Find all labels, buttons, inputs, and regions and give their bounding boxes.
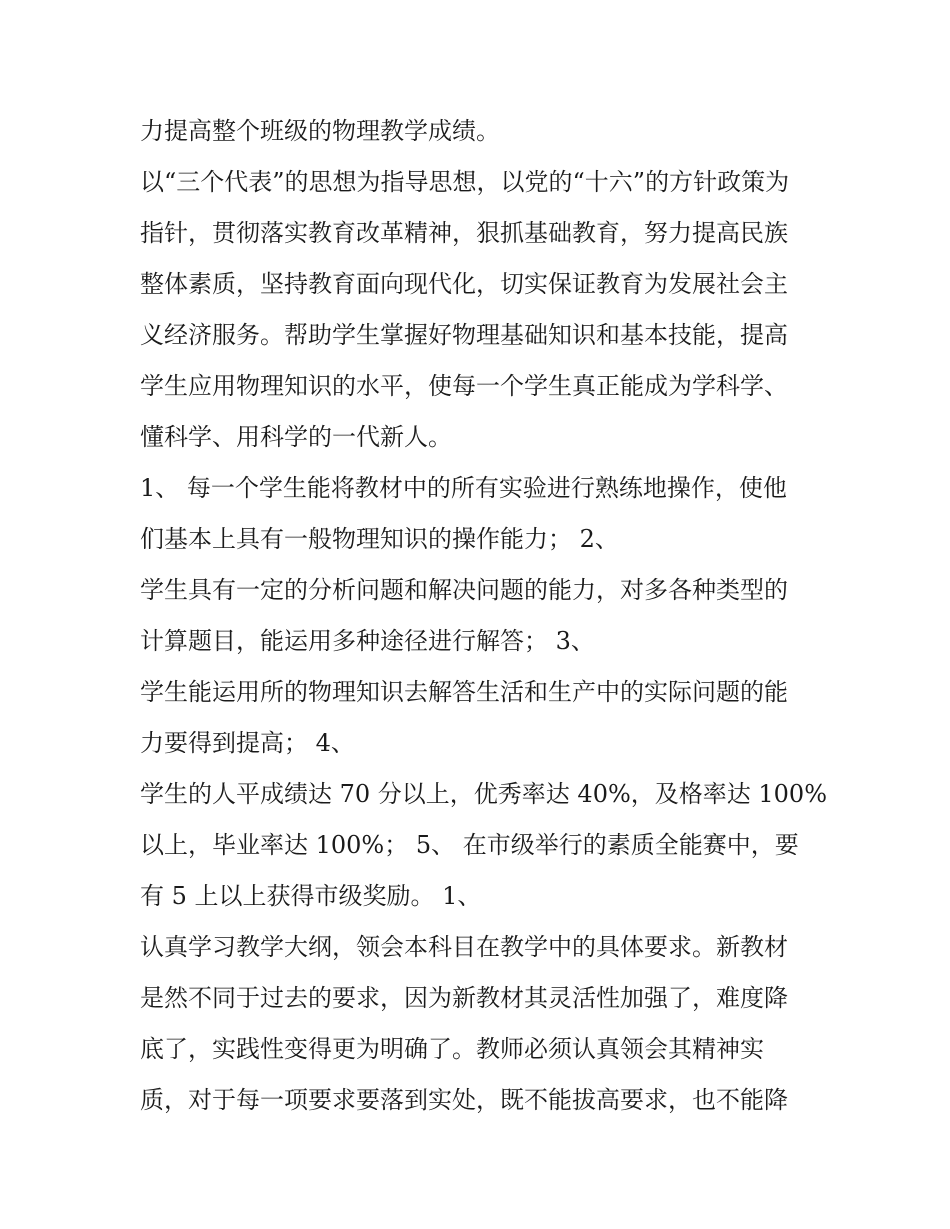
text-line: 以上，毕业率达 100%； 5、 在市级举行的素质全能赛中，要 (140, 831, 799, 859)
text-line: 计算题目，能运用多种途径进行解答； 3、 (140, 627, 595, 655)
text-line: 学生能运用所的物理知识去解答生活和生产中的实际问题的能 (140, 678, 788, 706)
text-line: 们基本上具有一般物理知识的操作能力； 2、 (140, 525, 619, 553)
text-line: 指针，贯彻落实教育改革精神，狠抓基础教育，努力提高民族 (140, 219, 788, 247)
text-line: 力要得到提高； 4、 (140, 729, 355, 757)
text-line: 学生具有一定的分析问题和解决问题的能力，对多各种类型的 (140, 576, 788, 604)
text-line: 是然不同于过去的要求，因为新教材其灵活性加强了，难度降 (140, 984, 788, 1012)
text-line: 底了，实践性变得更为明确了。教师必须认真领会其精神实 (140, 1035, 764, 1063)
text-line: 学生的人平成绩达 70 分以上，优秀率达 40%，及格率达 100% (140, 780, 828, 808)
text-line: 以“三个代表”的思想为指导思想，以党的“十六”的方针政策为 (140, 168, 790, 196)
text-line: 整体素质，坚持教育面向现代化，切实保证教育为发展社会主 (140, 270, 788, 298)
text-line: 力提高整个班级的物理教学成绩。 (140, 117, 500, 145)
text-line: 质，对于每一项要求要落到实处，既不能拔高要求，也不能降 (140, 1086, 788, 1114)
text-line: 1、 每一个学生能将教材中的所有实验进行熟练地操作，使他 (140, 474, 787, 502)
text-line: 学生应用物理知识的水平，使每一个学生真正能成为学科学、 (140, 372, 788, 400)
text-line: 有 5 上以上获得市级奖励。 1、 (140, 882, 482, 910)
text-line: 懂科学、用科学的一代新人。 (140, 423, 452, 451)
text-line: 认真学习教学大纲，领会本科目在教学中的具体要求。新教材 (140, 933, 788, 961)
text-line: 义经济服务。帮助学生掌握好物理基础知识和基本技能，提高 (140, 321, 788, 349)
body-text (140, 106, 828, 1126)
